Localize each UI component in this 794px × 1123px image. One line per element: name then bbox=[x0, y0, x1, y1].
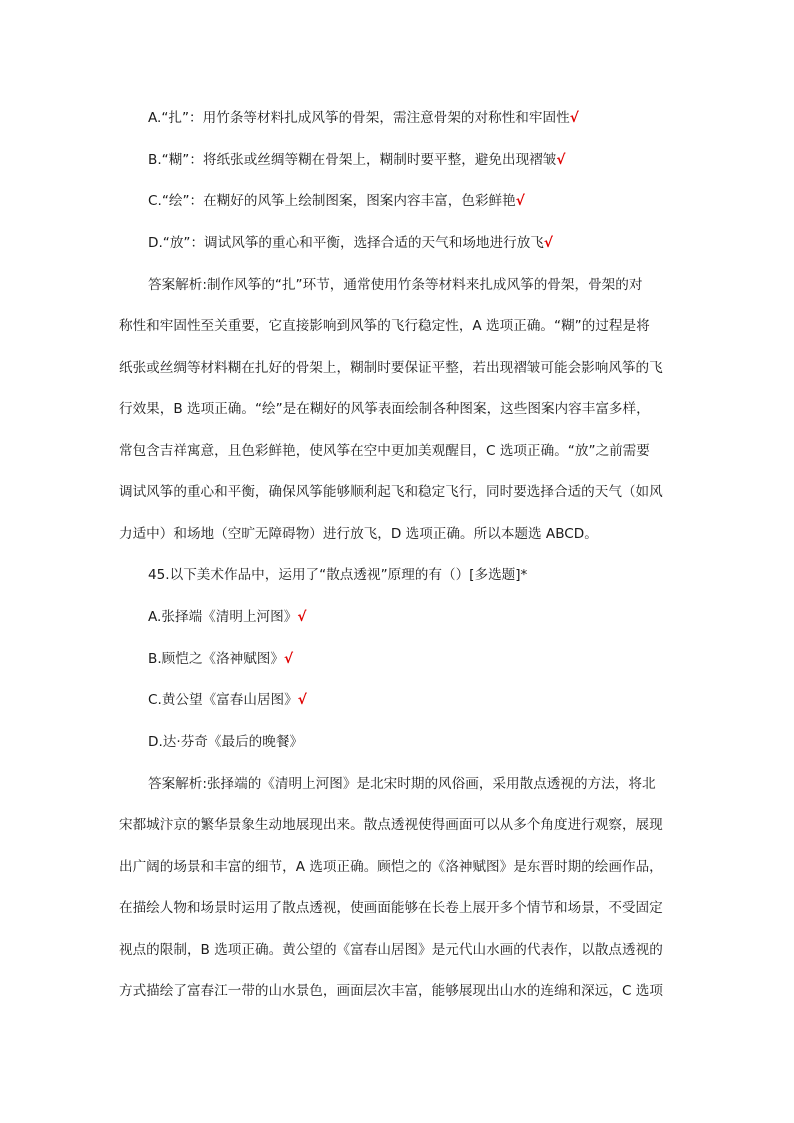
q45-option-a-text: A.张择端《清明上河图》 bbox=[148, 609, 298, 625]
q44-option-c-text: C.“绘”：在糊好的风筝上绘制图案，图案内容丰富，色彩鲜艳 bbox=[148, 193, 516, 209]
q45-analysis-line: 宋都城汴京的繁华景象生动地展现出来。散点透视使得画面可以从多个角度进行观察，展现 bbox=[119, 817, 663, 833]
q45-option-d bbox=[148, 732, 303, 752]
q44-analysis-line: 称性和牢固性至关重要，它直接影响到风筝的飞行稳定性，A 选项正确。“糊”的过程是将 bbox=[119, 318, 650, 334]
q44-option-a-text: A.“扎”：用竹条等材料扎成风筝的骨架，需注意骨架的对称性和牢固性 bbox=[148, 110, 570, 126]
q44-analysis-line: 答案解析:制作风筝的“扎”环节，通常使用竹条等材料来扎成风筝的骨架，骨架的对 bbox=[148, 277, 643, 293]
q45-option-d-text: D.达·芬奇《最后的晚餐》 bbox=[148, 734, 304, 750]
q45-analysis-line: 出广阔的场景和丰富的细节，A 选项正确。顾恺之的《洛神赋图》是东晋时期的绘画作品， bbox=[119, 859, 663, 875]
q44-option-c bbox=[148, 191, 525, 211]
q44-analysis-line: 常包含吉祥寓意，且色彩鲜艳，使风筝在空中更加美观醒目，C 选项正确。“放”之前需要 bbox=[119, 443, 650, 459]
q44-option-b-text: B.“糊”：将纸张或丝绸等糊在骨架上，糊制时要平整，避免出现褶皱 bbox=[148, 152, 557, 168]
check-icon: √ bbox=[556, 152, 566, 168]
check-icon: √ bbox=[569, 110, 579, 126]
q45-analysis-line: 在描绘人物和场景时运用了散点透视，使画面能够在长卷上展开多个情节和场景，不受固定 bbox=[119, 900, 663, 916]
check-icon: √ bbox=[543, 235, 553, 251]
q44-option-a bbox=[148, 108, 579, 128]
check-icon: √ bbox=[297, 692, 307, 708]
q44-analysis-line: 纸张或丝绸等材料糊在扎好的骨架上，糊制时要保证平整，若出现褶皱可能会影响风筝的飞 bbox=[119, 360, 663, 376]
q45-question: 45.以下美术作品中，运用了“散点透视”原理的有（）[多选题]* bbox=[148, 567, 528, 583]
q44-option-d bbox=[148, 233, 553, 253]
q45-analysis-line: 答案解析:张择端的《清明上河图》是北宋时期的风俗画，采用散点透视的方法，将北 bbox=[148, 776, 656, 792]
check-icon: √ bbox=[515, 193, 525, 209]
q45-option-b-text: B.顾恺之《洛神赋图》 bbox=[148, 651, 284, 667]
q44-option-b bbox=[148, 150, 565, 170]
q45-option-a bbox=[148, 607, 306, 627]
q44-analysis-line: 力适中）和场地（空旷无障碍物）进行放飞，D 选项正确。所以本题选 ABCD。 bbox=[119, 526, 598, 542]
q45-option-c bbox=[148, 690, 307, 710]
check-icon: √ bbox=[297, 609, 307, 625]
q44-analysis-line: 调试风筝的重心和平衡，确保风筝能够顺利起飞和稳定飞行，同时要选择合适的天气（如风 bbox=[119, 484, 663, 500]
check-icon: √ bbox=[284, 651, 294, 667]
q45-option-b bbox=[148, 649, 293, 669]
q44-option-d-text: D.“放”：调试风筝的重心和平衡，选择合适的天气和场地进行放飞 bbox=[148, 235, 544, 251]
q45-option-c-text: C.黄公望《富春山居图》 bbox=[148, 692, 298, 708]
q45-analysis-line: 视点的限制，B 选项正确。黄公望的《富春山居图》是元代山水画的代表作，以散点透视的 bbox=[119, 942, 663, 958]
q45-analysis-line: 方式描绘了富春江一带的山水景色，画面层次丰富，能够展现出山水的连绵和深远，C 选项 bbox=[119, 983, 663, 999]
q44-analysis-line: 行效果，B 选项正确。“绘”是在糊好的风筝表面绘制各种图案，这些图案内容丰富多样， bbox=[119, 401, 650, 417]
